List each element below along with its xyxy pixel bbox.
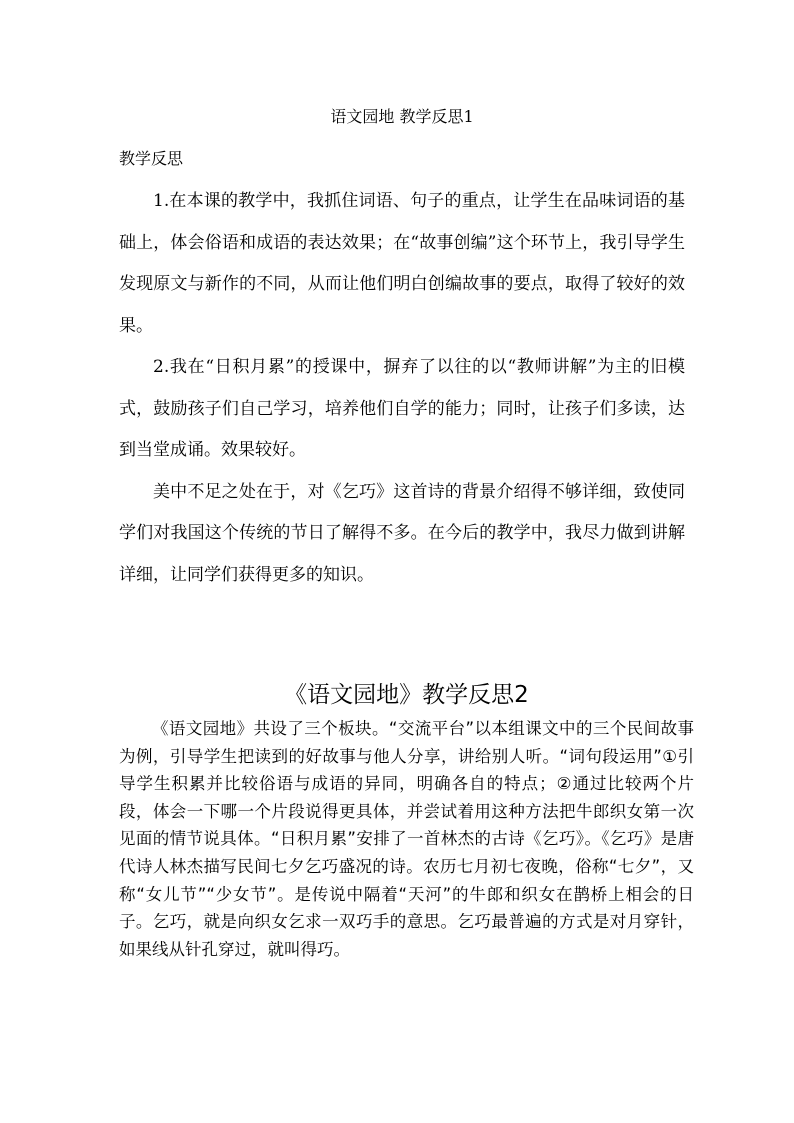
section-1-paragraph-2: 2.我在“日积月累”的授课中，摒弃了以往的以“教师讲解”为主的旧模式，鼓励孩子们自己学习，培养他们自学的能力；同时，让孩子们多读，达到当堂成诵。效果较好。: [119, 357, 685, 460]
section-1-title: 语文园地 教学反思1: [330, 107, 474, 126]
section-2-paragraph-1: 《语文园地》共设了三个板块。“交流平台”以本组课文中的三个民间故事为例，引导学生把读到的好故事与他人分享，讲给别人听。“词句段运用”①引导学生积累并比较俗语与成语的异同，明确各自的特点；②通过比较两个片段，体会一下哪一个片段说得更具体，并尝试着用这种方法把牛郎织女第一次见面的情节说具体。“日积月累”安排了一首林杰的古诗《乞巧》。《乞巧》是唐代诗人林杰描写民间七夕乞巧盛况的诗。农历七月初七夜晚，俗称“七夕”，又称“女儿节”“少女节”。是传说中隔着“天河”的牛郎和织女在鹊桥上相会的日子。乞巧，就是向织女乞求一双巧手的意思。乞巧最普遍的方式是对月穿针，如果线从针孔穿过，就叫得巧。: [119, 719, 694, 959]
reflection-section-2: [119, 675, 694, 963]
section-1-paragraph-1: 1.在本课的教学中，我抓住词语、句子的重点，让学生在品味词语的基础上，体会俗语和成语的表达效果；在“故事创编”这个环节上，我引导学生发现原文与新作的不同，从而让他们明白创编故事的要点，取得了较好的效果。: [119, 191, 685, 336]
section-1-paragraph-3: 美中不足之处在于，对《乞巧》这首诗的背景介绍得不够详细，致使同学们对我国这个传统的节日了解得不多。在今后的教学中，我尽力做到讲解详细，让同学们获得更多的知识。: [119, 481, 685, 585]
section-2-title: 《语文园地》教学反思2: [284, 682, 529, 708]
section-1-heading: 教学反思: [119, 149, 184, 168]
reflection-section-1: [119, 105, 685, 596]
